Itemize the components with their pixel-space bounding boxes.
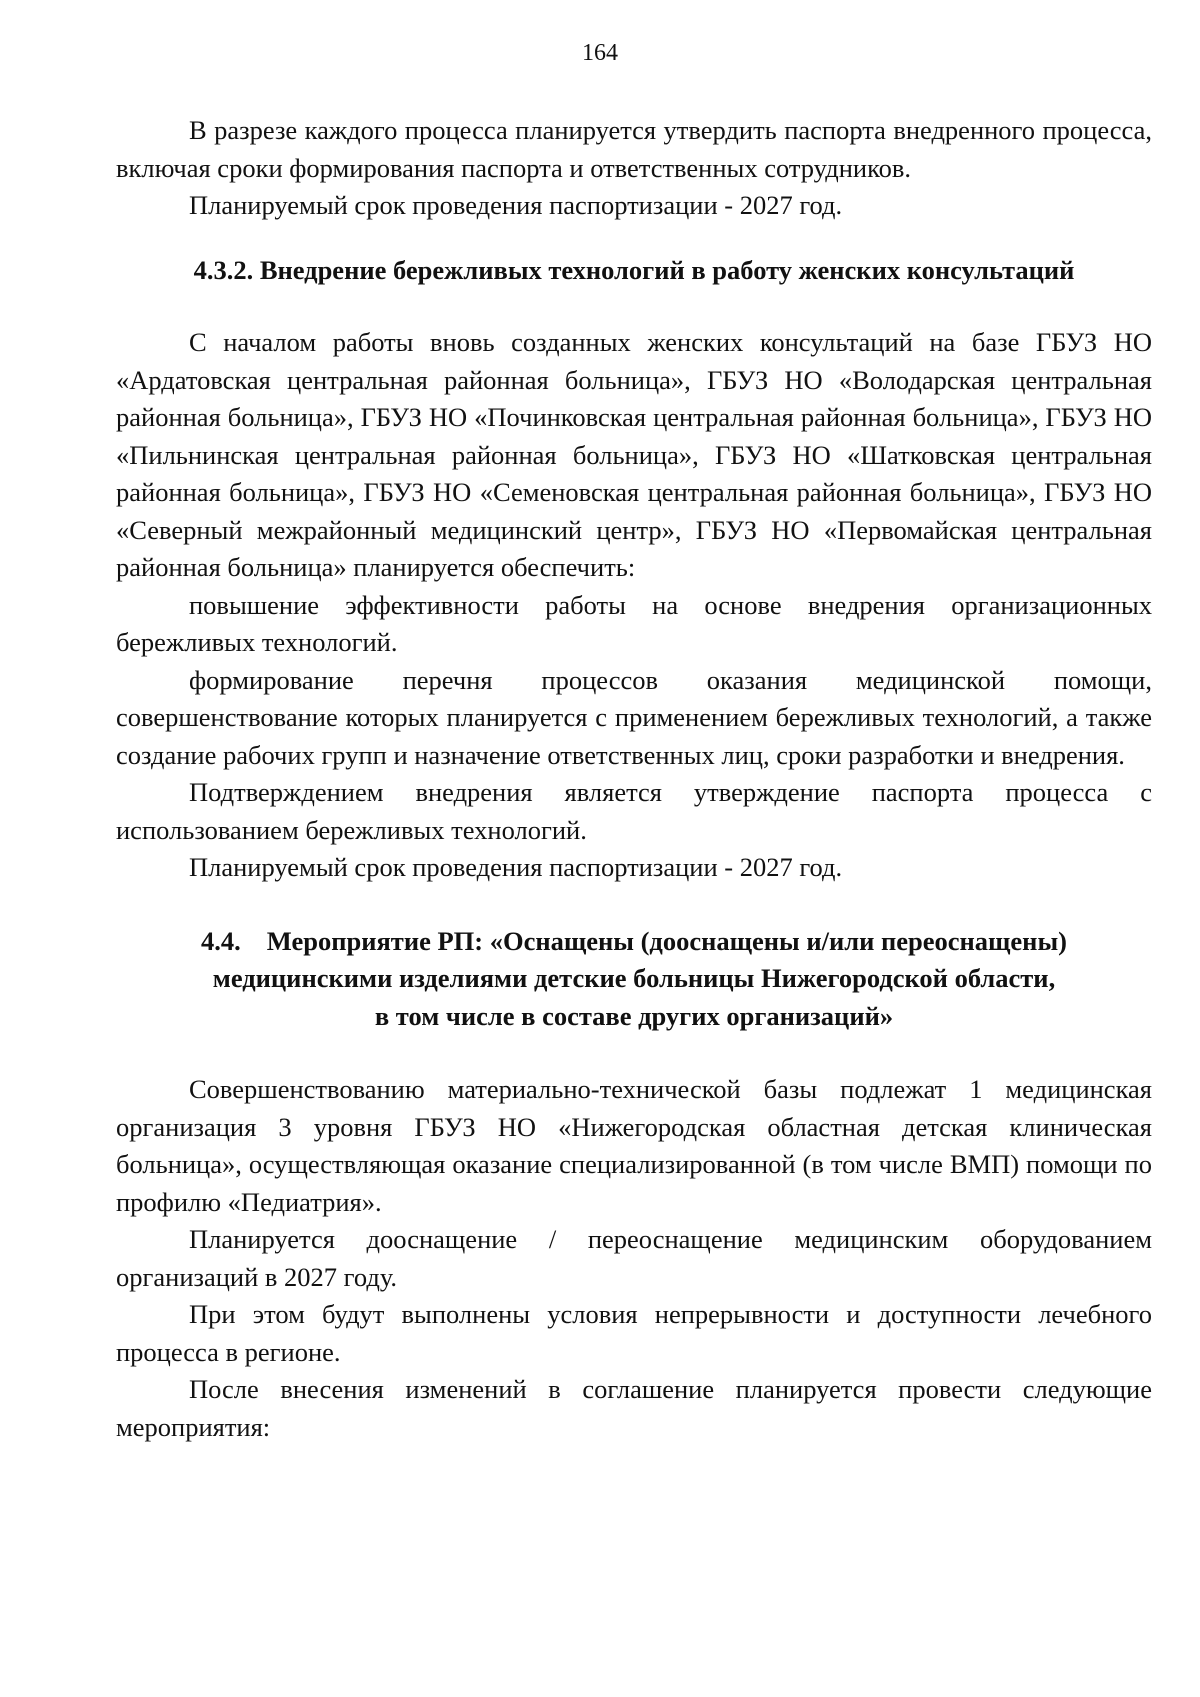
paragraph: С началом работы вновь созданных женских консультаций на базе ГБУЗ НО «Ардатовская центральная районная больница», ГБУЗ НО «Володарская центральная районная больница», ГБУЗ НО «Починковская центральная районная больница», ГБУЗ НО «Пильнинская центральная районная больница», ГБУЗ НО «Шатковская центральная районная больница», ГБУЗ НО «Семеновская центральная районная больница», ГБУЗ НО «Северный межрайонный медицинский центр», ГБУЗ НО «Первомайская центральная районная больница» планируется обеспечить:	[116, 327, 1152, 582]
paragraph: повышение эффективности работы на основе внедрения организационных бережливых технологий.	[116, 589, 1152, 657]
paragraph: После внесения изменений в соглашение планируется провести следующие мероприятия:	[116, 1374, 1152, 1442]
paragraph: В разрезе каждого процесса планируется утвердить паспорта внедренного процесса, включая сроки формирования паспорта и ответственных сотрудников.	[116, 115, 1152, 183]
heading-line: в том числе в составе других организаций»	[374, 1000, 894, 1031]
paragraph: Планируемый срок проведения паспортизации - 2027 год.	[189, 852, 843, 882]
document-body	[116, 112, 1152, 1446]
section-number: 4.4.	[201, 925, 241, 956]
page-number: 164	[582, 40, 618, 66]
paragraph: формирование перечня процессов оказания медицинской помощи, совершенствование которых планируется с применением бережливых технологий, а также создание рабочих групп и назначение ответственных лиц, сроки разработки и внедрения.	[116, 664, 1152, 770]
section-heading-4-3-2: 4.3.2. Внедрение бережливых технологий в работу женских консультаций	[193, 254, 1075, 285]
heading-line: медицинскими изделиями детские больницы Нижегородской области,	[212, 963, 1056, 993]
paragraph: Подтверждением внедрения является утверждение паспорта процесса с использованием бережливых технологий.	[116, 777, 1152, 845]
heading-line	[116, 923, 1152, 961]
heading-text: Мероприятие РП: «Оснащены (дооснащены и/или переоснащены)	[266, 925, 1067, 956]
paragraph: При этом будут выполнены условия непрерывности и доступности лечебного процесса в регионе.	[116, 1299, 1152, 1367]
paragraph: Планируемый срок проведения паспортизации - 2027 год.	[189, 190, 843, 220]
paragraph: Совершенствованию материально-технической базы подлежат 1 медицинская организация 3 уровня ГБУЗ НО «Нижегородская областная детская клиническая больница», осуществляющая оказание специализированной (в том числе ВМП) помощи по профилю «Педиатрия».	[116, 1074, 1152, 1217]
paragraph: Планируется дооснащение / переоснащение медицинским оборудованием организаций в 2027 году.	[116, 1224, 1152, 1292]
section-heading-4-4	[116, 923, 1152, 1036]
